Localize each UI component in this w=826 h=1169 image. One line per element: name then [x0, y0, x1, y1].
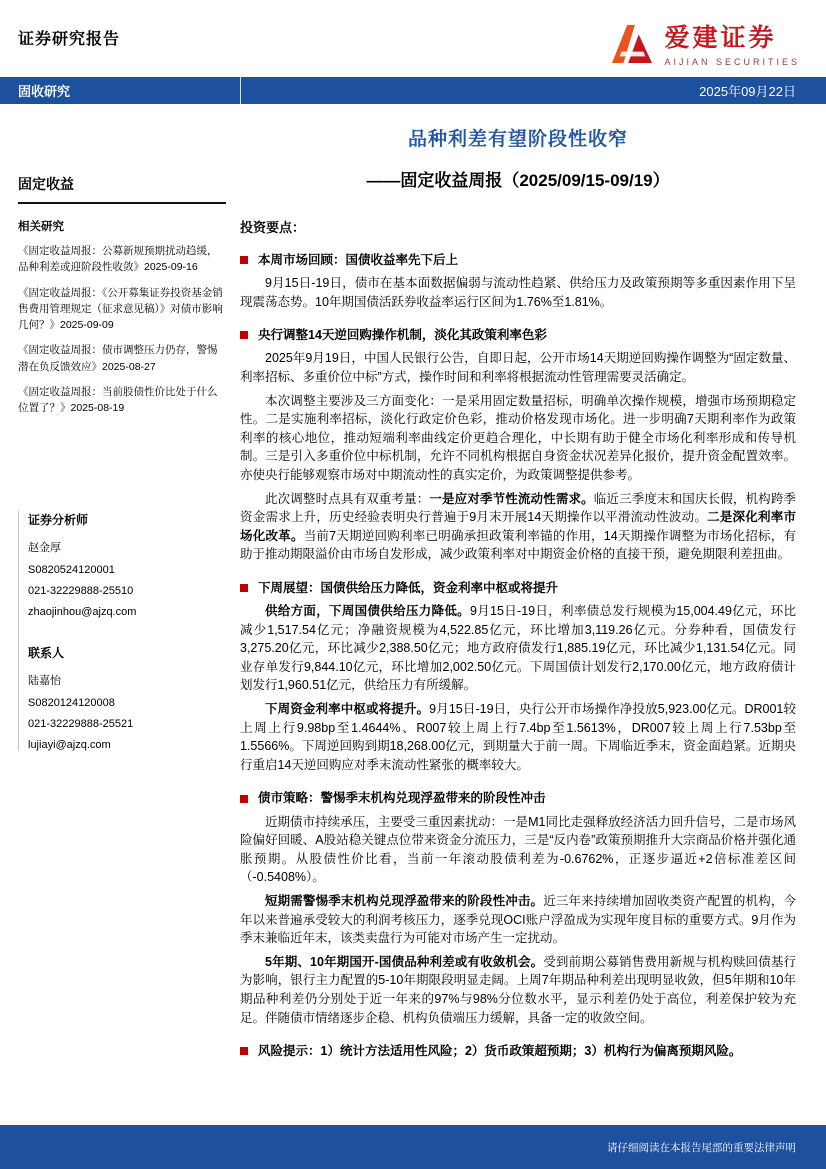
bullet-square-icon — [240, 331, 248, 339]
report-subtitle: ——固定收益周报（2025/09/15-09/19） — [366, 171, 670, 190]
contact-block-title: 联系人 — [28, 646, 65, 661]
sections — [240, 251, 796, 1060]
paragraph: 短期需警惕季末机构兑现浮盈带来的阶段性冲击。近三年来持续增加固收类资产配置的机构，今年以来普遍承受较大的利润考核压力，逐季兑现OCI账户浮盈成为实现年度目标的重要方式。9月作为季末兼临近年末，该类卖盘行为可能对市场产生一定扰动。 — [240, 893, 796, 946]
analyst-block — [18, 511, 226, 751]
section-title: 风险提示：1）统计方法适用性风险；2）货币政策超预期；3）机构行为偏离预期风险。 — [258, 1044, 742, 1059]
analyst-phone: 021-32229888-25510 — [28, 585, 134, 598]
paragraph: 2025年9月19日，中国人民银行公告，自即日起，公开市场14天期逆回购操作调整为“固定数量、利率招标、多重价位中标”方式，操作时间和利率将根据流动性管理需要灵活确定。 — [240, 351, 796, 385]
brand-logo — [609, 18, 800, 67]
section-heading — [240, 1042, 796, 1060]
bullet-square-icon — [240, 584, 248, 592]
paragraph: 下周资金利率中枢或将提升。9月15日-19日，央行公开市场操作净投放5,923.00亿元。DR001较上周上行9.98bp至1.4644%、R007较上周上行7.4bp至1.5613%，DR007较上周上行7.53bp至1.5566%。下周逆回购到期18,268.00亿元，到期量大于前一周。下周临近季末，资金面趋紧。近期央行重启14天逆回购应对季末流动性紧张的概率较大。 — [240, 702, 796, 772]
contact-name: 陆嘉怡 — [28, 675, 61, 688]
report-title: 品种利差有望阶段性收窄 — [407, 129, 628, 150]
banner-category: 固收研究 — [18, 84, 71, 99]
contact-license: S0820124120008 — [28, 697, 115, 710]
contact-phone: 021-32229888-25521 — [28, 718, 134, 731]
paragraph: 供给方面，下周国债供给压力降低。9月15日-19日，利率债总发行规模为15,004.49亿元，环比减少1,517.54亿元；净融资规模为4,522.85亿元，环比增加3,119.26亿元。分券种看，国债发行3,275.20亿元，环比减少2,388.50亿元；地方政府债发行1,885.19亿元，环比减少1,131.54亿元。同业存单发行9,844.10亿元，环比增加2,002.50亿元。下周国债计划发行2,170.00亿元，地方政府债计划发行1,960.51亿元，供给压力有所缓解。 — [240, 604, 796, 693]
category-banner — [0, 77, 826, 104]
section-title: 本周市场回顾：国债收益率先下后上 — [258, 253, 459, 267]
bullet-square-icon — [240, 1047, 248, 1055]
content-columns — [0, 104, 826, 1060]
bullet-square-icon — [240, 795, 248, 803]
related-research-item: 《固定收益周报：公募新规预期扰动趋缓，品种利差或迎阶段性收敛》2025-09-16 — [18, 245, 218, 274]
related-research-item: 《固定收益周报：《公开募集证券投资基金销售费用管理规定（征求意见稿）》对债市影响几何？》2025-09-09 — [18, 286, 223, 332]
report-section — [240, 326, 796, 564]
paragraph: 9月15日-19日，债市在基本面数据偏弱与流动性趋紧、供给压力及政策预期等多重因素作用下呈现震荡态势。10年期国债活跃券收益率运行区间为1.76%至1.81%。 — [240, 276, 796, 309]
section-heading — [240, 789, 796, 807]
paragraph: 本次调整主要涉及三方面变化：一是采用固定数量招标，明确单次操作规模，增强市场预期稳定性。二是实施利率招标，淡化行政定价色彩，推动价格发现市场化。进一步明确7天期利率作为政策利率的核心地位，推动短端利率曲线定价更趋合理化，中长期有助于健全市场化利率形成和传导机制。三是引入多重价位中标机制，允许不同机构根据自身资金状况差异化报价，提升资金配置效率。亦使央行能够观察市场对中期流动性的真实定价，为政策调整提供参考。 — [240, 393, 796, 482]
section-title: 债市策略：警惕季末机构兑现浮盈带来的阶段性冲击 — [258, 791, 546, 806]
contact-email: lujiayi@ajzq.com — [28, 739, 111, 752]
section-title: 央行调整14天逆回购操作机制，淡化其政策利率色彩 — [258, 328, 547, 343]
report-section — [240, 579, 796, 774]
analyst-name: 赵金厚 — [28, 542, 61, 555]
brand-logo-text — [664, 18, 800, 67]
sidebar-section-label: 固定收益 — [18, 174, 226, 204]
report-section — [240, 789, 796, 1027]
section-title: 下周展望：国债供给压力降低，资金利率中枢或将提升 — [258, 580, 559, 595]
paragraph: 此次调整时点具有双重考量：一是应对季节性流动性需求。临近三季度末和国庆长假，机构跨季资金需求上升，历史经验表明央行普遍于9月末开展14天期操作以平滑流动性波动。二是深化利率市场化改革。当前7天期逆回购利率已明确承担政策利率锚的作用，14天期操作调整为市场化招标，有助于推动期限溢价由市场自发形成，减少政策利率对中期资金价格的直接干预，避免期限利差扭曲。 — [240, 491, 796, 562]
report-section — [240, 1042, 796, 1060]
report-type-label: 证券研究报告 — [18, 31, 121, 48]
analyst-block-title: 证券分析师 — [28, 513, 89, 528]
section-heading — [240, 326, 796, 344]
paragraph: 近期债市持续承压，主要受三重因素扰动：一是M1同比走强释放经济活力回升信号，二是市场风险偏好回暖、A股站稳关键点位带来资金分流压力，三是“反内卷”政策预期推升大宗商品价格并强化通胀预期。从股债性价比看，当前一年滚动股债利差为-0.6762%，正逐步逼近+2倍标准差区间（-0.5408%）。 — [240, 814, 796, 885]
related-research-item: 《固定收益周报：当前股债性价比处于什么位置了？》2025-08-19 — [18, 385, 218, 415]
brand-name-cn: 爱建证券 — [664, 25, 777, 52]
key-points-heading: 投资要点： — [240, 220, 306, 235]
sidebar — [18, 104, 240, 1060]
brand-name-en: AIJIAN SECURITIES — [664, 57, 800, 67]
related-research-title: 相关研究 — [18, 221, 64, 233]
banner-date: 2025年09月22日 — [699, 84, 796, 99]
bullet-square-icon — [240, 256, 248, 264]
paragraph: 5年期、10年期国开-国债品种利差或有收敛机会。受到前期公募销售费用新规与机构赎回债基行为影响，银行主力配置的5-10年期限段明显走阔。上周7年期品种利差出现明显收敛，但5年期和10年期品种利差仍分别处于近一年来的97%与98%分位数水平，显示利差仍处于高位，利差保护较为充足。伴随债市情绪逐步企稳、机构负债端压力缓解，具备一定的收敛空间。 — [240, 954, 796, 1025]
report-section — [240, 251, 796, 311]
contact-block — [28, 644, 226, 751]
main-content — [240, 104, 796, 1060]
related-research-item: 《固定收益周报：债市调整压力仍存，警惕潜在负反馈效应》2025-08-27 — [18, 344, 218, 373]
section-heading — [240, 251, 796, 269]
report-header — [0, 0, 826, 77]
banner-divider — [240, 77, 241, 104]
footer-disclaimer: 请仔细阅读在本报告尾部的重要法律声明 — [607, 1141, 796, 1154]
footer — [0, 1125, 826, 1169]
related-research-list — [18, 243, 226, 416]
section-heading — [240, 579, 796, 597]
brand-logo-icon — [609, 23, 655, 63]
analyst-license: S0820524120001 — [28, 564, 115, 577]
analyst-email: zhaojinhou@ajzq.com — [28, 606, 137, 619]
